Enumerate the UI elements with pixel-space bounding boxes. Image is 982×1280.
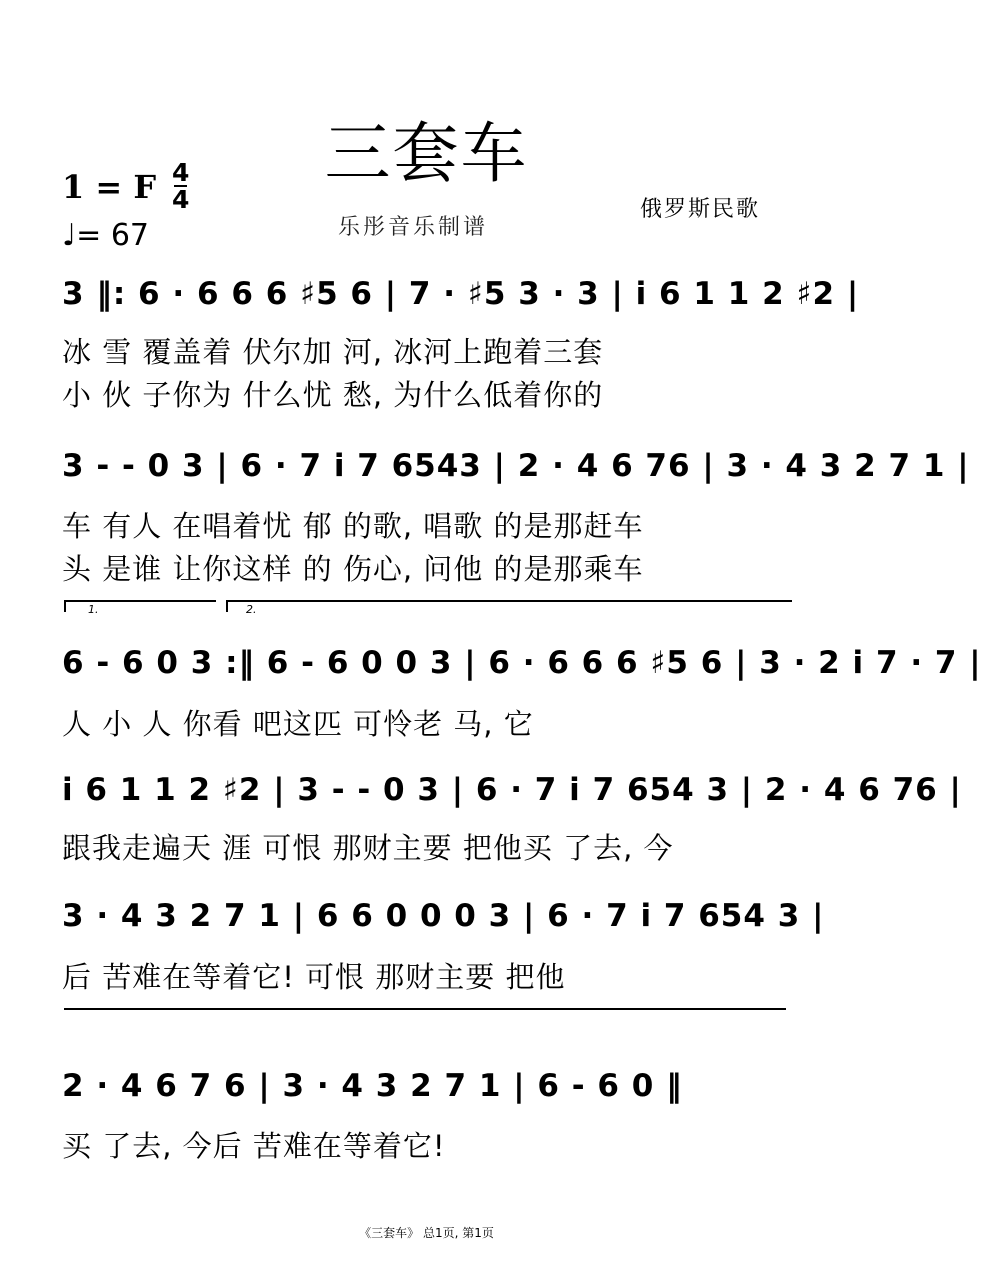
score-row-1-notes: 3 ‖: 6 · 6 6 6 ♯5 6 | 7 · ♯5 3 · 3 | i 6 1 1 2 ♯2 | xyxy=(62,276,860,312)
score-row-6-lyric-1: 买 了去, 今后 苦难在等着它! xyxy=(62,1129,446,1163)
system-rule xyxy=(64,1008,786,1010)
score-row-2-lyric-2: 头 是谁 让你这样 的 伤心, 问他 的是那乘车 xyxy=(62,552,644,586)
score-row-4-notes: i 6 1 1 2 ♯2 | 3 - - 0 3 | 6 · 7 i 7 654 3 | 2 · 4 6 76 | xyxy=(62,772,962,808)
score-row-5-lyric-1: 后 苦难在等着它! 可恨 那财主要 把他 xyxy=(62,960,566,994)
score-row-5-notes: 3 · 4 3 2 7 1 | 6 6 0 0 0 3 | 6 · 7 i 7 654 3 | xyxy=(62,898,825,934)
page-footer: 《三套车》 总1页, 第1页 xyxy=(359,1226,494,1240)
page-title: 三套车 xyxy=(324,115,529,192)
meter-top: 4 xyxy=(172,158,190,187)
volta-label-1: 1. xyxy=(88,603,99,616)
score-row-1-lyric-2: 小 伙 子你为 什么忧 愁, 为什么低着你的 xyxy=(62,378,604,412)
score-row-4-lyric-1: 跟我走遍天 涯 可恨 那财主要 把他买 了去, 今 xyxy=(62,831,674,865)
volta-bracket-2 xyxy=(226,600,792,612)
score-row-6-notes: 2 · 4 6 7 6 | 3 · 4 3 2 7 1 | 6 - 6 0 ‖ xyxy=(62,1068,683,1104)
volta-bracket-1 xyxy=(64,600,216,612)
composer: 俄罗斯民歌 xyxy=(640,197,761,222)
meter-bottom: 4 xyxy=(172,185,190,214)
score-maker: 乐彤音乐制谱 xyxy=(338,215,489,240)
score-row-1-lyric-1: 冰 雪 覆盖着 伏尔加 河, 冰河上跑着三套 xyxy=(62,335,604,369)
key-signature: 1 = F xyxy=(62,168,157,206)
time-signature xyxy=(172,160,189,212)
tempo-marking: ♩= 67 xyxy=(62,218,149,253)
score-row-3-notes: 6 - 6 0 3 :‖ 6 - 6 0 0 3 | 6 · 6 6 6 ♯5 6 | 3 · 2 i 7 · 7 | xyxy=(62,645,982,681)
score-row-2-lyric-1: 车 有人 在唱着忧 郁 的歌, 唱歌 的是那赶车 xyxy=(62,509,644,543)
score-row-3-lyric-1: 人 小 人 你看 吧这匹 可怜老 马, 它 xyxy=(62,707,534,741)
score-row-2-notes: 3 - - 0 3 | 6 · 7 i 7 6543 | 2 · 4 6 76 | 3 · 4 3 2 7 1 | xyxy=(62,448,970,484)
volta-label-2: 2. xyxy=(246,603,257,616)
